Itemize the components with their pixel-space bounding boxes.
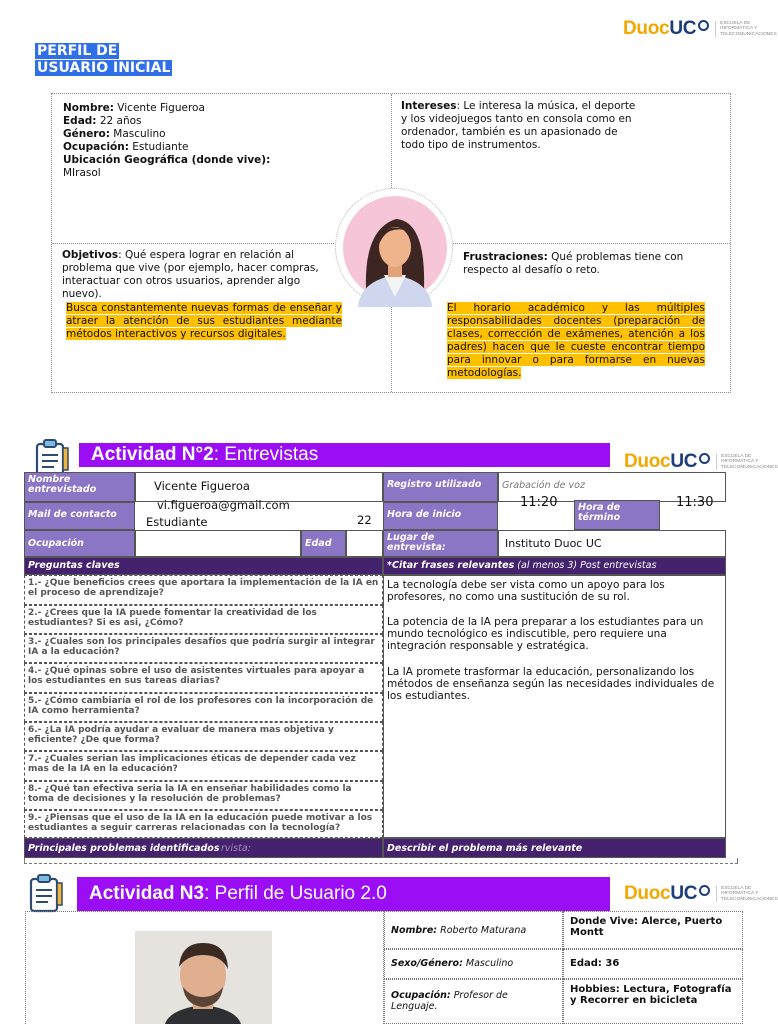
question-1: 1.- ¿Que beneficios crees que aportara la implementación de la IA en el proceso de aprendizaje? [24,575,383,605]
a3-nombre: Nombre: Roberto Maturana [384,911,563,949]
woman-avatar-icon [336,189,454,307]
a3-edad: Edad: 36 [563,949,743,979]
question-5: 5.- ¿Cómo cambiaría el rol de los profesores con la incorporación de IA como herramienta? [24,693,383,722]
perfil-title: PERFIL DE USUARIO INICIAL [37,43,171,76]
uc-seal-icon [699,885,710,896]
frustraciones-highlight: El horario académico y las múltiples responsabilidades docentes (preparación de clases, corrección de exámenes, atención a los padres) hacen que le cueste encontrar tiempo para innovar o para formarse en nuevas metodologías. [447,302,705,379]
persona-frustraciones: Frustraciones: Qué problemas tiene con respecto al desafío o reto. [463,251,684,276]
objetivos-highlight: Busca constantemente nuevas formas de enseñar y atraer la atención de sus estudiantes mediante métodos interactivos y recursos digitales. [66,302,342,340]
activity2-header: Actividad N°2 : Entrevistas [79,443,610,467]
a3-sexo: Sexo/Género: Masculino [384,949,563,979]
question-4: 4.- ¿Qué opinas sobre el uso de asistentes virtuales para apoyar a los estudiantes en sus tareas diarias? [24,663,383,693]
hora-termino-value: 11:30 [676,495,714,510]
quote-3: La IA promete trasformar la educación, personalizando los métodos de enseñanza según las necesidades individuales de los estudiantes. [387,666,715,702]
hora-inicio-value: 11:20 [520,495,558,510]
lugar-value: Instituto Duoc UC [498,530,726,557]
question-6: 6.- ¿La IA podría ayudar a evaluar de manera mas objetiva y eficiente? ¿De que forma? [24,722,383,751]
question-9: 9.- ¿Piensas que el uso de la IA en la educación puede motivar a los estudiantes a seguir carreras relacionadas con la tecnología? [24,810,383,838]
edad-value: 22 [357,513,372,527]
citar-header: *Citar frases relevantes (al menos 3) Post entrevistas [383,557,726,575]
ocupacion-value: Estudiante [146,515,208,529]
uc-seal-icon [699,453,710,464]
persona-avatar [335,188,453,306]
a3-hobbies: Hobbies: Lectura, Fotografía y Recorrer en bicicleta [563,979,743,1024]
quote-2: La potencia de la IA pera preparar a los estudiantes para un mundo tecnológico es indiscutible, pero requiere una integración responsable y estratégica. [387,616,704,652]
duoc-uc-logo-2: Duoc UC ESCUELA DE INFORMÁTICA Y TELECOMUNICACIONES [624,451,778,472]
question-8: 8.- ¿Qué tan efectiva seria la IA en enseñar habilidades como la toma de decisiones y la resolución de problemas? [24,781,383,810]
a3-donde-vive: Donde Vive: Alerce, Puerto Montt [563,911,743,949]
mail-value: vi.figueroa@gmail.com [157,498,290,512]
persona-basics: Nombre: Vicente Figueroa Edad: 22 años Género: Masculino Ocupación: Estudiante Ubicación Geográfica (donde vive): MIrasol [63,102,271,179]
quotes-box [383,575,726,838]
activity3-header: Actividad N3 : Perfil de Usuario 2.0 [77,877,610,911]
duoc-uc-logo: Duoc UC ESCUELA DE INFORMÁTICA Y TELECOMUNICACIONES [623,18,777,39]
uc-seal-icon [698,20,709,31]
duoc-uc-logo-3: Duoc UC ESCUELA DE INFORMÁTICA Y TELECOMUNICACIONES [624,883,778,904]
man-portrait-icon [135,931,272,1024]
persona2-photo [135,931,272,1024]
problemas-header: Principales problemas identificados rvista: [24,838,383,858]
question-7: 7.- ¿Cuales serian las implicaciones éticas de depender cada vez mas de la IA en la educación? [24,751,383,781]
persona-objetivos: Objetivos: Qué espera lograr en relación al problema que vive (por ejemplo, hacer compras, interactuar con otros usuarios, aprender algo nuevo). [62,249,319,300]
nombre-value: Vicente Figueroa [135,472,383,502]
a3-ocupacion: Ocupación: Profesor de Lenguaje. [384,979,563,1024]
quote-1: La tecnología debe ser vista como un apoyo para los profesores, no como una sustitución de su rol. [387,579,665,603]
registro-value: Grabación de voz [498,472,726,502]
question-3: 3.- ¿Cuales son los principales desafíos que podría surgir al integrar IA a la educación? [24,634,383,663]
clipboard-icon-2 [27,873,65,913]
persona-intereses: Intereses: Le interesa la música, el deporte y los videojuegos tanto en consola como en ordenador, también es un apasionado de todo tipo de instrumentos. [401,100,636,151]
question-2: 2.- ¿Crees que la IA puede fomentar la creatividad de los estudiantes? Si es asi, ¿Cómo? [24,605,383,634]
